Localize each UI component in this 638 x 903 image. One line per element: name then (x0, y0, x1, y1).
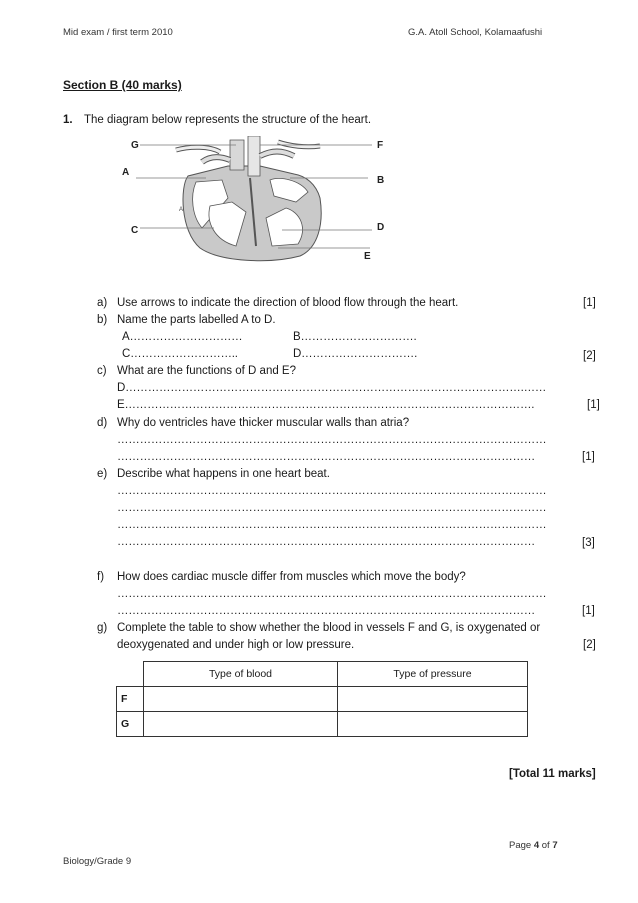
footer-subject: Biology/Grade 9 (63, 856, 132, 867)
part-g-text-1: Complete the table to show whether the blood in vessels F and G, is oxygenated or (117, 622, 541, 634)
table-header-row (117, 662, 528, 687)
part-e-line-3[interactable]: …………………………………………………………………………………………………… (117, 519, 547, 531)
part-f-marks: [1] (582, 605, 595, 617)
part-e-line-2[interactable]: …………………………………………………………………………………………………… (117, 502, 547, 514)
label-d: D (377, 222, 385, 233)
part-e-text: Describe what happens in one heart beat. (117, 468, 330, 480)
table-row-f-label: F (117, 687, 144, 712)
table-header-blood: Type of blood (144, 662, 338, 687)
part-d-marks: [1] (582, 451, 595, 463)
table-row (117, 687, 528, 712)
part-b-line-d[interactable]: D…………………………. (293, 348, 418, 360)
label-e: E (364, 251, 371, 262)
label-b: B (377, 175, 385, 186)
cell-g-blood[interactable] (144, 712, 338, 737)
part-b-marks: [2] (583, 350, 596, 362)
part-f-line-1[interactable]: …………………………………………………………………………………………………… (117, 588, 547, 600)
label-c: C (131, 225, 139, 236)
header-left: Mid exam / first term 2010 (63, 27, 173, 38)
part-a-text: Use arrows to indicate the direction of blood flow through the heart. (117, 297, 459, 309)
table-row-g-label: G (117, 712, 144, 737)
page-prefix: Page (509, 840, 534, 851)
part-b-text: Name the parts labelled A to D. (117, 314, 276, 326)
part-d-letter: d) (97, 417, 108, 429)
part-g-marks: [2] (583, 639, 596, 651)
total-marks: [Total 11 marks] (509, 768, 596, 780)
part-f-letter: f) (97, 571, 105, 583)
header-right: G.A. Atoll School, Kolamaafushi (408, 27, 543, 38)
part-a-marks: [1] (583, 297, 596, 309)
cell-f-blood[interactable] (144, 687, 338, 712)
part-b-line-a[interactable]: A………………………… (122, 331, 243, 343)
label-g: G (131, 140, 139, 151)
part-e-line-1[interactable]: …………………………………………………………………………………………………… (117, 485, 547, 497)
answer-table (116, 661, 528, 737)
part-d-line-1[interactable]: …………………………………………………………………………………………………… (117, 434, 547, 446)
label-small-a: A (179, 207, 184, 213)
part-d-line-2[interactable]: ………………………………………………………………………………………………… (117, 451, 536, 463)
part-g-letter: g) (97, 622, 108, 634)
question-number: 1. (63, 114, 73, 126)
part-c-letter: c) (97, 365, 107, 377)
heart-svg (110, 136, 400, 264)
page-of: of (539, 840, 553, 851)
cell-f-pressure[interactable] (338, 687, 528, 712)
page-number (509, 840, 558, 851)
part-d-text: Why do ventricles have thicker muscular walls than atria? (117, 417, 410, 429)
table-row (117, 712, 528, 737)
part-f-line-2[interactable]: ………………………………………………………………………………………………… (117, 605, 536, 617)
part-e-line-4[interactable]: ………………………………………………………………………………………………… (117, 536, 536, 548)
section-title: Section B (40 marks) (63, 78, 182, 92)
part-e-letter: e) (97, 468, 108, 480)
page-current: 4 (533, 840, 540, 851)
table-corner (117, 662, 144, 687)
part-c-marks: [1] (587, 399, 600, 411)
cell-g-pressure[interactable] (338, 712, 528, 737)
part-c-line-1[interactable]: D…………………………………………………………………………………………….…… (117, 382, 547, 394)
question-text: The diagram below represents the structure of the heart. (84, 114, 372, 126)
page-total: 7 (552, 840, 558, 851)
part-c-line-2[interactable]: E………………………………………………………………………………………………. (117, 399, 535, 411)
part-a-letter: a) (97, 297, 108, 309)
label-a: A (122, 167, 130, 178)
part-b-letter: b) (97, 314, 108, 326)
part-e-marks: [3] (582, 537, 595, 549)
part-b-line-b[interactable]: B…………………………. (293, 331, 417, 343)
part-b-line-c[interactable]: C……………………….. (122, 348, 238, 360)
label-f: F (377, 140, 384, 151)
heart-diagram (110, 136, 400, 264)
part-g-text-2: deoxygenated and under high or low pressure. (117, 639, 355, 651)
table-header-pressure: Type of pressure (338, 662, 528, 687)
part-c-text: What are the functions of D and E? (117, 365, 296, 377)
part-f-text: How does cardiac muscle differ from muscles which move the body? (117, 571, 466, 583)
